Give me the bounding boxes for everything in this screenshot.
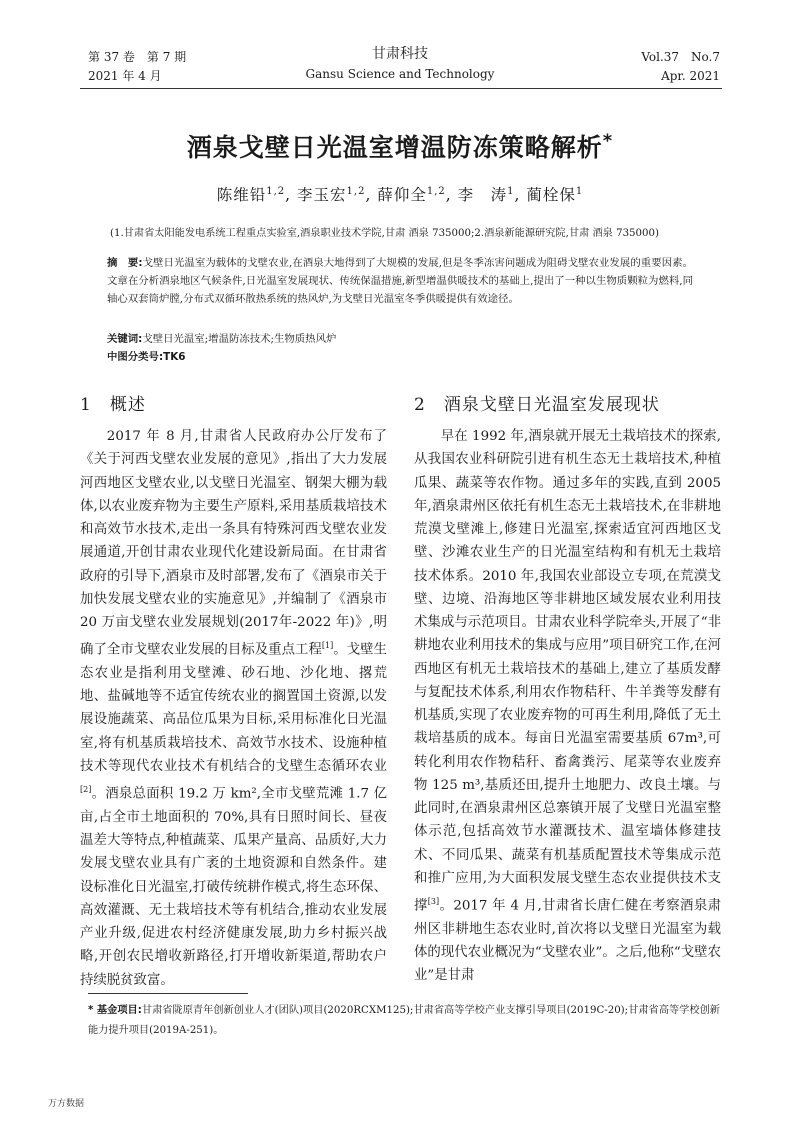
date-en: Apr. 2021 <box>661 69 720 83</box>
author-name: 薛仰全 <box>377 186 427 204</box>
author-name: 蔺栓保 <box>526 186 576 204</box>
section-heading-1: 1 概述 <box>80 395 146 415</box>
watermark-text: 万方数据 <box>48 1099 85 1109</box>
abstract-label: 摘 要: <box>107 257 143 269</box>
keywords-label: 关键词: <box>107 333 143 345</box>
date-cn: 2021 年 4 月 <box>88 69 162 83</box>
footnote-funding <box>88 1001 720 1041</box>
volume-issue-en: Vol.37 No.7 <box>641 50 720 64</box>
author-affiliation: 1,2 <box>266 185 286 197</box>
footnote-rule <box>88 993 248 994</box>
journal-name-en: Gansu Science and Technology <box>305 67 495 81</box>
clc-number: 中图分类号:TK6 <box>107 351 186 363</box>
keywords <box>107 330 693 348</box>
author-affiliation: 1 <box>575 185 584 197</box>
affiliations: (1.甘肃省太阳能发电系统工程重点实验室,酒泉职业技术学院,甘肃 酒泉 735000;2.酒泉新能源研究院,甘肃 酒泉 735000) <box>110 228 659 239</box>
running-header-left <box>88 48 186 86</box>
paragraph: 早在 1992 年,酒泉就开展无土栽培技术的探索,从我国农业科研院引进有机生态无土栽培技术,种植瓜果、蔬菜等农作物。通过多年的实践,直到 2005 年,酒泉肃州区依托有机生态无土栽培技术,在非耕地荒漠戈壁滩上,修建日光温室,探索适宜河西地区戈壁、沙滩农业生产的日光温室结构和有机无土栽培技术体系。2010 年,我国农业部设立专项,在荒漠戈壁、边境、沿海地区等非耕地区域发展农业利用技术集成与示范项目。甘肃农业科学院牵头,开展了“非耕地农业利用技术的集成与应用”项目研究工作,在河西地区有机无土栽培技术的基础上,建立了基质发酵与复配技术体系,利用农作物秸秆、牛羊粪等发酵有机基质,实现了农业废弃物的可再生利用,降低了无土栽培基质的成本。每亩日光温室需要基质 67m³,可转化利用农作物秸秆、畜禽粪污、尾菜等农业废弃物 125 m³,基质还田,提升土地肥力、改良土壤。与此同时,在酒泉肃州区总寨镇开展了戈壁日光温室整体示范,包括高效节水灌溉技术、温室墙体修建技术、不同瓜果、蔬菜有机基质配置技术等集成示范和推广应用,为大面积发展戈壁生态农业提供技术支撑[3]。2017 年 4 月,甘肃省长唐仁健在考察酒泉肃州区非耕地生态农业时,首次将以戈壁日光温室为载体的现代农业概况为“戈壁农业”。之后,他称“戈壁农业”是甘肃 <box>414 429 722 984</box>
author-name: 李 涛 <box>457 186 508 204</box>
author-name: 李玉宏 <box>297 186 347 204</box>
author-name: 陈维铅 <box>216 186 267 204</box>
citation: [3] <box>427 897 440 906</box>
title-footnote-mark: * <box>602 130 614 152</box>
running-header-center <box>300 44 500 84</box>
author-list: 陈维铅$^{1,2}$, 李玉宏$^{1,2}$, 薛仰全$^{1,2}$, 李 涛$^1$, 蔺栓保$^1$ <box>216 185 584 204</box>
volume-issue-cn: 第 37 卷 第 7 期 <box>88 50 187 64</box>
footnote-label: * 基金项目: <box>88 1005 142 1016</box>
author-affiliation: 1,2 <box>426 185 446 197</box>
header-rule <box>80 88 722 89</box>
running-header-right <box>641 48 720 86</box>
paragraph: 2017 年 8 月,甘肃省人民政府办公厅发布了《关于河西戈壁农业发展的意见》,指出了大力发展河西地区戈壁农业,以戈壁日光温室、钢架大棚为载体,以农业废弃物为主要生产原料,采用基质栽培技术和高效节水技术,走出一条具有特殊河西戈壁农业发展通道,开创甘肃农业现代化建设新局面。在甘肃省政府的引导下,酒泉市及时部署,发布了《酒泉市关于加快发展戈壁农业的实施意见》,并编制了《酒泉市 20 万亩戈壁农业发展规划(2017年-2022 年)》,明确了全市戈壁农业发展的目标及重点工程[1]。戈壁生态农业是指利用戈壁滩、砂石地、沙化地、撂荒地、盐碱地等不适宜传统农业的搁置国土资源,以发展设施蔬菜、高品位瓜果为目标,采用标准化日光温室,将有机基质栽培技术、高效节水技术、设施种植技术等现代农业技术有机结合的戈壁生态循环农业[2]。酒泉总面积 19.2 万 km²,全市戈壁荒滩 1.7 亿亩,占全市土地面积的 70%,具有日照时间长、昼夜温差大等特点,种植蔬菜、瓜果产量高、品质好,大力发展戈壁农业具有广袤的土地资源和自然条件。建设标准化日光温室,打破传统耕作模式,将生态环保、高效灌溉、无土栽培技术等有机结合,推动农业发展产业升级,促进农村经济健康发展,助力乡村振兴战略,开创农民增收新路径,打开增收新渠道,帮助农户持续脱贫致富。 <box>80 429 388 988</box>
body-column-right <box>414 425 721 987</box>
paper-title: 酒泉戈壁日光温室增温防冻策略解析* <box>186 130 614 162</box>
author-affiliation: 1,2 <box>346 185 366 197</box>
body-column-left <box>80 425 387 992</box>
citation: [2] <box>80 785 92 795</box>
abstract <box>107 254 693 308</box>
journal-name-cn: 甘肃科技 <box>372 46 428 62</box>
keywords-text: 戈壁日光温室;增温防冻技术;生物质热风炉 <box>142 333 337 345</box>
citation: [1] <box>321 641 334 651</box>
section-heading-2: 2 酒泉戈壁日光温室发展现状 <box>414 395 660 415</box>
author-affiliation: 1 <box>507 185 515 197</box>
abstract-text: 戈壁日光温室为载体的戈壁农业,在酒泉大地得到了大规模的发展,但是冬季冻害问题成为阻碍戈壁农业发展的重要因素。文章在分析酒泉地区气候条件,日光温室发展现状、传统保温措施,新型增温供暖技术的基础上,提出了一种以生物质颗粒为燃料,同轴心双套筒炉膛,分布式双循环散热系统的热风炉,为戈壁日光温室冬季供暖提供有效途径。 <box>107 257 693 305</box>
footnote-text: 甘肃省陇原青年创新创业人才(团队)项目(2020RCXM125);甘肃省高等学校产业支撑引导项目(2019C-20);甘肃省高等学校创新能力提升项目(2019A-251)。 <box>88 1005 720 1036</box>
